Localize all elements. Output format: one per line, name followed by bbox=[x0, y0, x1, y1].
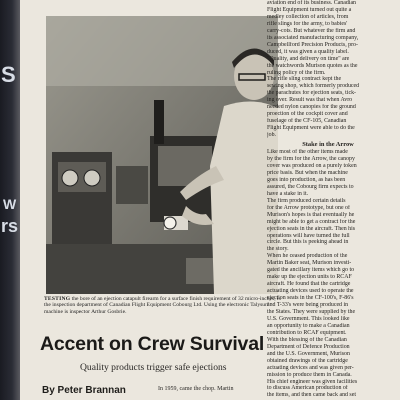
column-text-line: have a stake in it. bbox=[267, 190, 309, 197]
column-text-line: ruling policy of the firm. bbox=[267, 69, 326, 76]
column-text-line: With the blessing of the Canadian bbox=[267, 336, 347, 343]
column-text-line: circle. But this is peeking ahead in bbox=[267, 239, 349, 246]
column-text-line: the story. bbox=[267, 246, 289, 253]
column-text-line: cover was produced on a purely token bbox=[267, 162, 357, 169]
column-text-line: the parachutes for ejection seats, tick- bbox=[267, 90, 356, 97]
column-text-line: rifle slings for the army, to babies' bbox=[267, 20, 348, 27]
gauge-dial bbox=[84, 170, 100, 186]
column-text-line: Flight Equipment were able to do the bbox=[267, 125, 355, 132]
column-text-line: job. bbox=[267, 132, 276, 139]
column-text-line: His chief engineer was given facilities bbox=[267, 378, 358, 385]
column-text-line: make up the ejection units to RCAF bbox=[267, 274, 352, 281]
column-text-line: an opportunity to make a Canadian bbox=[267, 322, 350, 329]
column-text-line: the items, and then came back and set bbox=[267, 392, 356, 399]
column-text-line: fuselage of the CF-105, Canadian bbox=[267, 118, 347, 125]
spine-letter: W bbox=[3, 196, 17, 212]
column-text-line: When he ceased production of the bbox=[267, 253, 348, 260]
right-text-column bbox=[267, 0, 389, 399]
column-text-line: mission to produce them in Canada. bbox=[267, 371, 352, 378]
column-text-line: needed nylon canopies for the ground bbox=[267, 104, 356, 111]
column-text-line: carry-cots. But whatever the firm and bbox=[267, 27, 356, 34]
column-text-line: U.S. Government. This looked like bbox=[267, 315, 350, 322]
column-text-line: Martin Baker seat, Murison investi- bbox=[267, 260, 352, 267]
column-text-line: Campbellford Precision Products, pro- bbox=[267, 41, 358, 48]
column-text-line: to discuss American production of bbox=[267, 385, 348, 392]
column-text-line: Murison's hopes is that eventually he bbox=[267, 211, 355, 218]
article-body-start: In 1959, came the chop. Martin bbox=[158, 386, 234, 392]
article-byline: By Peter Brannan bbox=[42, 385, 126, 396]
caption-lead: TESTING bbox=[44, 296, 71, 302]
column-text-line: and T-33's were being produced in bbox=[267, 302, 349, 309]
column-text-line: operations will have turned the full bbox=[267, 232, 350, 239]
column-text-line: the States. They were supplied by the bbox=[267, 308, 356, 315]
column-text-line: sewing shop, which formerly produced bbox=[267, 83, 360, 90]
column-text-line: aircraft. He found that the cartridge bbox=[267, 281, 351, 288]
column-text-line: proection of the cockpit cover and bbox=[267, 111, 348, 118]
inspection-photo-illustration bbox=[46, 16, 278, 294]
column-text-line: might be able to get a contract for the bbox=[267, 218, 356, 225]
column-text-line: its associated manufacturing company, bbox=[267, 34, 359, 41]
column-text-line: goes into production, as has been bbox=[267, 176, 346, 183]
spine-letter: S bbox=[1, 62, 16, 87]
magazine-page bbox=[20, 0, 400, 400]
column-text-line: actuating devices and was given per- bbox=[267, 364, 354, 371]
column-text-line: medley collection of articles, from bbox=[267, 13, 349, 20]
column-text-line: contribution to RCAF equipment. bbox=[267, 329, 347, 336]
column-text-line: actuating devices used to operate the bbox=[267, 288, 354, 295]
machine-column bbox=[154, 100, 164, 144]
magazine-spine bbox=[0, 0, 20, 400]
column-text-line: the watchwords Murison quotes as the bbox=[267, 62, 358, 69]
article-headline: Accent on Crew Survival bbox=[40, 333, 265, 355]
column-text-line: ejection seats in the CF-100's, F-86's bbox=[267, 295, 354, 302]
column-text-line: The firm produced certain details bbox=[267, 197, 346, 204]
column-intro bbox=[267, 0, 389, 139]
photo-caption bbox=[44, 296, 282, 315]
column-section bbox=[267, 149, 389, 399]
gauge-dial bbox=[62, 170, 78, 186]
column-text-line: The rifle sling contract kept the bbox=[267, 76, 342, 83]
bore-opening bbox=[164, 217, 176, 229]
column-text-line: Department of Defence Production bbox=[267, 343, 350, 350]
caption-text: the bore of an ejection catapult firearm for a surface finish requirement of 32 micro-inches, is the inspection department of Canadian Flight Equipment Cobourg Ltd. Using the electronic Talysurf machine is inspector Arthur Gosbrie. bbox=[44, 296, 281, 315]
instrument-box bbox=[116, 166, 148, 204]
column-text-line: and the U.S. Government, Murison bbox=[267, 350, 350, 357]
article-photo bbox=[46, 16, 278, 294]
column-text-line: ing over. Result was that when Avro bbox=[267, 97, 353, 104]
column-text-line: assured, the Cobourg firm expects to bbox=[267, 183, 354, 190]
column-text-line: Like most of the other items made bbox=[267, 149, 348, 156]
column-text-line: price basis. But when the machine bbox=[267, 169, 348, 176]
spine-letter: rs bbox=[1, 216, 19, 236]
column-text-line: "Quality, and delivery on time" are bbox=[267, 55, 350, 62]
column-text-line: gated the ancillary items which go to bbox=[267, 267, 355, 274]
column-text-line: obtained drawings of the cartridge bbox=[267, 357, 348, 364]
column-text-line: ejection seats in the aircraft. Then his bbox=[267, 225, 356, 232]
column-text-line: by the firm for the Arrow, the canopy bbox=[267, 156, 355, 163]
column-text-line: for the Arrow prototype, but one of bbox=[267, 204, 350, 211]
column-text-line: aviation end of its business. Canadian bbox=[267, 0, 356, 6]
section-heading: Stake in the Arrow bbox=[302, 141, 354, 149]
column-text-line: Flight Equipment turned out quite a bbox=[267, 6, 352, 13]
article-subhead: Quality products trigger safe ejections bbox=[80, 362, 227, 373]
column-text-line: duced, it was given a quality label. bbox=[267, 48, 349, 55]
